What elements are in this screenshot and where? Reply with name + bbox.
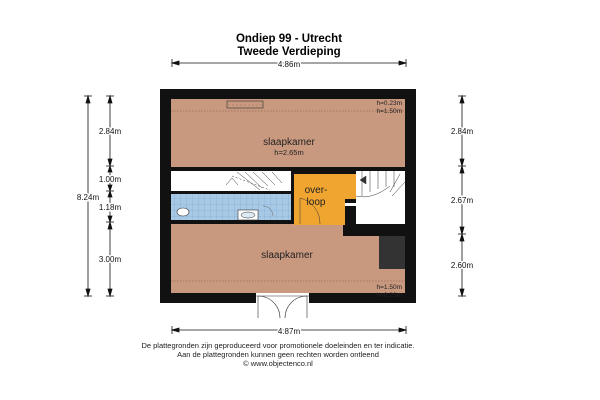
dimension-right-1: 2.84m <box>450 127 474 136</box>
disclaimer-copyright: © www.objectenco.nl <box>243 359 313 368</box>
roof-window <box>227 101 263 108</box>
disclaimer-line1: De plattegronden zijn geproduceerd voor promotionele doeleinden en ter indicatie. <box>141 341 415 350</box>
bathroom <box>171 194 291 220</box>
dimension-left-2: 1.00m <box>98 175 122 184</box>
upper-note-2: h=1.50m <box>376 108 402 115</box>
landing-label-line1: over- <box>304 185 328 196</box>
landing-label-line2: loop <box>306 197 326 208</box>
upper-note-1: h=0.23m <box>376 100 402 107</box>
dimension-left-3: 1.18m <box>98 203 122 212</box>
upper-bedroom-label: slaapkamer <box>263 137 315 148</box>
dimension-top-width: 4.86m <box>277 60 301 69</box>
lower-bedroom-label: slaapkamer <box>261 250 313 261</box>
upper-bedroom-height: h=2.65m <box>274 148 304 157</box>
lower-note-2: h=0.23m <box>376 292 402 299</box>
dimension-bottom-width: 4.87m <box>277 327 301 336</box>
dimension-total-height: 8.24m <box>76 193 100 202</box>
plan-title-line2: Tweede Verdieping <box>237 46 341 58</box>
lower-note-1: h=1.50m <box>376 284 402 291</box>
dimension-right-2: 2.67m <box>450 196 474 205</box>
plan-title-line1: Ondiep 99 - Utrecht <box>235 33 343 45</box>
dimension-left-1: 2.84m <box>98 127 122 136</box>
dimension-left-4: 3.00m <box>98 255 122 264</box>
disclaimer-line2: Aan de plattegronden kunnen geen rechten worden ontleend <box>177 350 379 359</box>
dimension-right-3: 2.60m <box>450 261 474 270</box>
